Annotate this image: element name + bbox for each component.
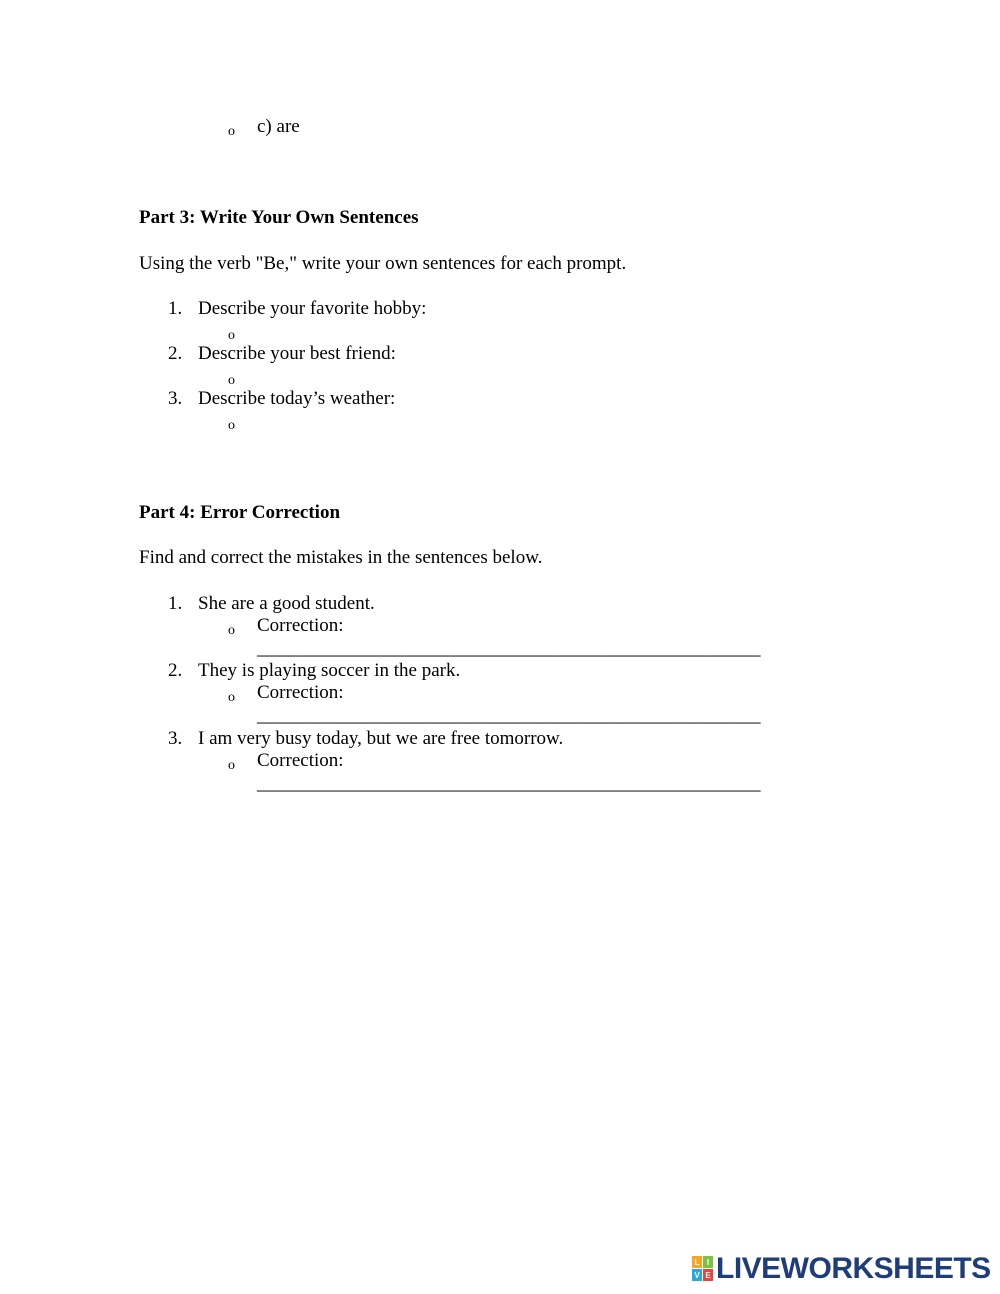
correction-label: Correction:: [257, 615, 344, 636]
prompt-favorite-hobby: Describe your favorite hobby:: [198, 298, 427, 319]
list-number: 2.: [168, 343, 183, 364]
list-number: 2.: [168, 660, 183, 681]
correction-answer-line-2[interactable]: _____________________________________________________: [257, 705, 761, 726]
list-number: 3.: [168, 388, 183, 409]
logo-tile-v: V: [692, 1269, 702, 1281]
answer-bullet: o: [228, 418, 235, 433]
list-number: 1.: [168, 593, 183, 614]
answer-option-c: c) are: [257, 116, 300, 137]
list-bullet: o: [228, 690, 235, 705]
prompt-todays-weather: Describe today’s weather:: [198, 388, 396, 409]
correction-answer-line-1[interactable]: _____________________________________________________: [257, 638, 761, 659]
part3-heading: Part 3: Write Your Own Sentences: [139, 207, 419, 228]
list-bullet: o: [228, 124, 235, 139]
correction-label: Correction:: [257, 682, 344, 703]
logo-tile-i: I: [703, 1256, 713, 1268]
list-bullet: o: [228, 623, 235, 638]
answer-bullet: o: [228, 328, 235, 343]
liveworksheets-logo: [692, 1254, 991, 1284]
correction-label: Correction:: [257, 750, 344, 771]
error-sentence-3: I am very busy today, but we are free tomorrow.: [198, 728, 564, 749]
list-bullet: o: [228, 758, 235, 773]
logo-wordmark: LIVEWORKSHEETS: [716, 1252, 991, 1285]
logo-mark-icon: [692, 1256, 714, 1282]
prompt-best-friend: Describe your best friend:: [198, 343, 396, 364]
part3-instructions: Using the verb "Be," write your own sentences for each prompt.: [139, 253, 627, 274]
part4-heading: Part 4: Error Correction: [139, 502, 341, 523]
answer-bullet: o: [228, 373, 235, 388]
logo-tile-l: L: [692, 1256, 702, 1268]
error-sentence-1: She are a good student.: [198, 593, 375, 614]
logo-tile-e: E: [703, 1269, 713, 1281]
correction-answer-line-3[interactable]: _____________________________________________________: [257, 773, 761, 794]
part4-instructions: Find and correct the mistakes in the sentences below.: [139, 547, 543, 568]
list-number: 3.: [168, 728, 183, 749]
list-number: 1.: [168, 298, 183, 319]
error-sentence-2: They is playing soccer in the park.: [198, 660, 461, 681]
